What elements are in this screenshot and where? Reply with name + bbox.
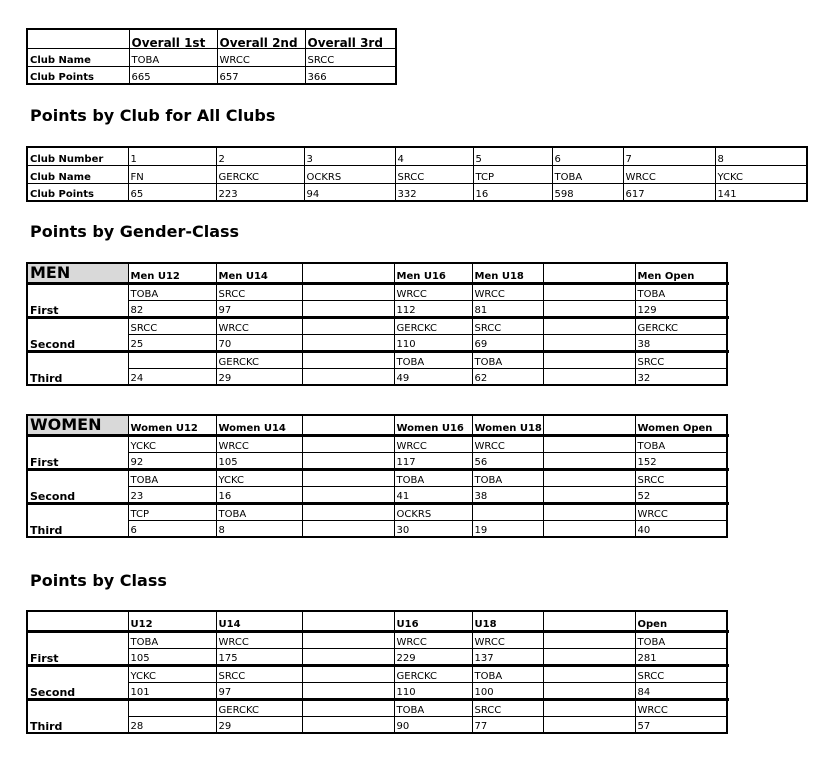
overall-header-cell: Overall 2nd [217, 29, 305, 48]
place-label: Third [27, 351, 128, 385]
points-cell: 16 [216, 486, 302, 503]
class-header-cell: Men U12 [128, 263, 216, 283]
section-title-by-class: Points by Class [30, 571, 167, 590]
points-cell [302, 486, 394, 503]
points-cell: 62 [472, 368, 543, 385]
points-cell: 152 [635, 452, 727, 469]
table-row [27, 503, 727, 520]
club-cell: SRCC [216, 283, 302, 300]
table-cell: TCP [473, 165, 552, 183]
points-cell: 117 [394, 452, 472, 469]
club-cell [543, 503, 635, 520]
place-label: Third [27, 503, 128, 537]
club-cell [543, 631, 635, 648]
club-cell: WRCC [216, 631, 302, 648]
club-cell [302, 503, 394, 520]
club-cell [543, 351, 635, 368]
club-cell: GERCKC [216, 699, 302, 716]
class-header-cell: U14 [216, 611, 302, 631]
section-title-all-clubs: Points by Club for All Clubs [30, 106, 276, 125]
club-cell: TOBA [635, 631, 727, 648]
club-cell: TOBA [128, 469, 216, 486]
club-cell: TOBA [216, 503, 302, 520]
class-header-cell [302, 415, 394, 435]
points-cell: 29 [216, 716, 302, 733]
club-cell: WRCC [394, 283, 472, 300]
club-cell: WRCC [635, 699, 727, 716]
club-cell: WRCC [394, 435, 472, 452]
club-cell: YCKC [216, 469, 302, 486]
class-header-cell: U12 [128, 611, 216, 631]
points-cell: 110 [394, 334, 472, 351]
club-cell: TOBA [128, 631, 216, 648]
points-cell: 38 [635, 334, 727, 351]
table-row [27, 334, 727, 351]
points-cell: 229 [394, 648, 472, 665]
points-cell: 70 [216, 334, 302, 351]
club-cell: WRCC [394, 631, 472, 648]
table-cell: YCKC [715, 165, 807, 183]
club-cell: GERCKC [394, 665, 472, 682]
points-cell: 175 [216, 648, 302, 665]
points-cell: 84 [635, 682, 727, 699]
points-cell: 105 [216, 452, 302, 469]
points-cell: 129 [635, 300, 727, 317]
class-header-cell: Women U12 [128, 415, 216, 435]
table-row [27, 520, 727, 537]
club-cell: TOBA [394, 699, 472, 716]
class-header-cell [543, 611, 635, 631]
class-header-cell: Women U16 [394, 415, 472, 435]
class-header-cell: U16 [394, 611, 472, 631]
group-title: MEN [27, 263, 128, 283]
table-cell: 141 [715, 183, 807, 201]
table-cell: 332 [395, 183, 473, 201]
club-cell [128, 351, 216, 368]
row-label: Club Name [27, 48, 129, 66]
overall-table [26, 28, 397, 85]
club-cell [472, 503, 543, 520]
club-cell: SRCC [635, 351, 727, 368]
table-cell: TOBA [129, 48, 217, 66]
class-header-cell: Men Open [635, 263, 727, 283]
place-label: Second [27, 665, 128, 699]
place-label: Third [27, 699, 128, 733]
club-cell [543, 435, 635, 452]
men-table [26, 262, 728, 386]
club-cell: SRCC [635, 469, 727, 486]
club-cell: WRCC [472, 283, 543, 300]
table-cell: 2 [216, 147, 304, 165]
class-header-cell [543, 415, 635, 435]
row-label: Club Points [27, 66, 129, 84]
club-cell [302, 283, 394, 300]
table-cell: 16 [473, 183, 552, 201]
club-cell [128, 699, 216, 716]
club-cell: SRCC [128, 317, 216, 334]
header-corner [27, 611, 128, 631]
points-cell: 137 [472, 648, 543, 665]
points-cell: 69 [472, 334, 543, 351]
points-cell: 92 [128, 452, 216, 469]
points-cell: 40 [635, 520, 727, 537]
table-cell: TOBA [552, 165, 623, 183]
club-cell: TOBA [635, 435, 727, 452]
class-header-cell: Men U16 [394, 263, 472, 283]
club-cell: GERCKC [635, 317, 727, 334]
club-cell [543, 699, 635, 716]
points-cell [543, 334, 635, 351]
club-cell [543, 317, 635, 334]
club-cell: TOBA [472, 469, 543, 486]
table-row [27, 648, 727, 665]
points-cell: 6 [128, 520, 216, 537]
table-cell: 617 [623, 183, 715, 201]
points-cell: 32 [635, 368, 727, 385]
place-label: Second [27, 317, 128, 351]
overall-header-cell: Overall 3rd [305, 29, 396, 48]
class-header-cell: Men U18 [472, 263, 543, 283]
table-cell: 1 [128, 147, 216, 165]
class-header-cell: Women U18 [472, 415, 543, 435]
points-cell: 52 [635, 486, 727, 503]
club-cell: TOBA [472, 351, 543, 368]
points-cell: 112 [394, 300, 472, 317]
table-cell: 7 [623, 147, 715, 165]
points-cell [543, 716, 635, 733]
class-header-cell [302, 611, 394, 631]
table-row [27, 452, 727, 469]
points-cell [543, 486, 635, 503]
table-cell: 94 [304, 183, 395, 201]
table-cell: 366 [305, 66, 396, 84]
all-clubs-table [26, 146, 808, 202]
table-row [27, 351, 727, 368]
club-cell [302, 469, 394, 486]
points-cell: 101 [128, 682, 216, 699]
club-cell [543, 665, 635, 682]
club-cell: YCKC [128, 435, 216, 452]
row-label: Club Name [27, 165, 128, 183]
overall-header-cell: Overall 1st [129, 29, 217, 48]
points-cell: 81 [472, 300, 543, 317]
points-cell [302, 334, 394, 351]
points-cell [543, 648, 635, 665]
points-cell [302, 648, 394, 665]
table-row [27, 300, 727, 317]
club-cell: WRCC [216, 317, 302, 334]
points-cell [302, 520, 394, 537]
table-cell: WRCC [623, 165, 715, 183]
class-header-cell: Women U14 [216, 415, 302, 435]
club-cell [302, 699, 394, 716]
points-cell: 57 [635, 716, 727, 733]
points-cell [302, 716, 394, 733]
table-cell: 65 [128, 183, 216, 201]
table-cell: 3 [304, 147, 395, 165]
points-cell [302, 452, 394, 469]
points-cell: 97 [216, 682, 302, 699]
club-cell [302, 665, 394, 682]
club-cell: OCKRS [394, 503, 472, 520]
points-cell: 38 [472, 486, 543, 503]
table-cell: 4 [395, 147, 473, 165]
points-cell: 281 [635, 648, 727, 665]
points-cell [302, 368, 394, 385]
overall-header-cell [27, 29, 129, 48]
club-cell: GERCKC [216, 351, 302, 368]
table-cell: SRCC [395, 165, 473, 183]
class-header-cell: Women Open [635, 415, 727, 435]
points-cell: 82 [128, 300, 216, 317]
points-cell [543, 520, 635, 537]
class-header-cell [302, 263, 394, 283]
club-cell: TCP [128, 503, 216, 520]
table-row [27, 665, 727, 682]
club-cell: SRCC [472, 317, 543, 334]
table-row [27, 631, 727, 648]
table-cell: 657 [217, 66, 305, 84]
club-cell: SRCC [472, 699, 543, 716]
club-cell [302, 435, 394, 452]
points-cell: 105 [128, 648, 216, 665]
table-cell: 8 [715, 147, 807, 165]
class-header-cell: U18 [472, 611, 543, 631]
points-cell [302, 300, 394, 317]
table-cell: 665 [129, 66, 217, 84]
table-row [27, 699, 727, 716]
table-row [27, 716, 727, 733]
place-label: First [27, 435, 128, 469]
table-cell: 5 [473, 147, 552, 165]
points-cell: 29 [216, 368, 302, 385]
club-cell: YCKC [128, 665, 216, 682]
place-label: First [27, 283, 128, 317]
table-cell: GERCKC [216, 165, 304, 183]
club-cell [302, 351, 394, 368]
points-cell: 49 [394, 368, 472, 385]
club-cell [543, 283, 635, 300]
club-cell: SRCC [216, 665, 302, 682]
points-cell: 8 [216, 520, 302, 537]
club-cell: WRCC [472, 435, 543, 452]
table-row [27, 368, 727, 385]
points-cell: 19 [472, 520, 543, 537]
club-cell [302, 631, 394, 648]
points-cell: 90 [394, 716, 472, 733]
class-header-cell: Open [635, 611, 727, 631]
table-row [27, 682, 727, 699]
table-cell: 6 [552, 147, 623, 165]
points-cell: 97 [216, 300, 302, 317]
class-table [26, 610, 728, 734]
row-label: Club Points [27, 183, 128, 201]
club-cell: TOBA [635, 283, 727, 300]
table-cell: WRCC [217, 48, 305, 66]
class-header-cell [543, 263, 635, 283]
club-cell: TOBA [394, 351, 472, 368]
group-title: WOMEN [27, 415, 128, 435]
points-cell [543, 682, 635, 699]
points-cell: 28 [128, 716, 216, 733]
class-header-cell: Men U14 [216, 263, 302, 283]
points-cell [543, 368, 635, 385]
place-label: First [27, 631, 128, 665]
club-cell: GERCKC [394, 317, 472, 334]
table-row [27, 317, 727, 334]
points-cell [302, 682, 394, 699]
club-cell: TOBA [394, 469, 472, 486]
points-cell [543, 300, 635, 317]
points-cell: 56 [472, 452, 543, 469]
table-row [27, 283, 727, 300]
place-label: Second [27, 469, 128, 503]
table-cell: OCKRS [304, 165, 395, 183]
club-cell: WRCC [472, 631, 543, 648]
points-cell: 41 [394, 486, 472, 503]
club-cell: SRCC [635, 665, 727, 682]
points-cell: 110 [394, 682, 472, 699]
table-row [27, 486, 727, 503]
club-cell [302, 317, 394, 334]
club-cell: TOBA [128, 283, 216, 300]
points-cell: 24 [128, 368, 216, 385]
points-cell: 100 [472, 682, 543, 699]
table-cell: FN [128, 165, 216, 183]
points-cell: 23 [128, 486, 216, 503]
table-row [27, 469, 727, 486]
club-cell [543, 469, 635, 486]
club-cell: WRCC [216, 435, 302, 452]
club-cell: WRCC [635, 503, 727, 520]
points-cell: 25 [128, 334, 216, 351]
table-cell: SRCC [305, 48, 396, 66]
table-cell: 223 [216, 183, 304, 201]
table-row [27, 435, 727, 452]
points-cell [543, 452, 635, 469]
women-table [26, 414, 728, 538]
points-cell: 30 [394, 520, 472, 537]
table-cell: 598 [552, 183, 623, 201]
row-label: Club Number [27, 147, 128, 165]
section-title-gender-class: Points by Gender-Class [30, 222, 240, 241]
points-cell: 77 [472, 716, 543, 733]
club-cell: TOBA [472, 665, 543, 682]
